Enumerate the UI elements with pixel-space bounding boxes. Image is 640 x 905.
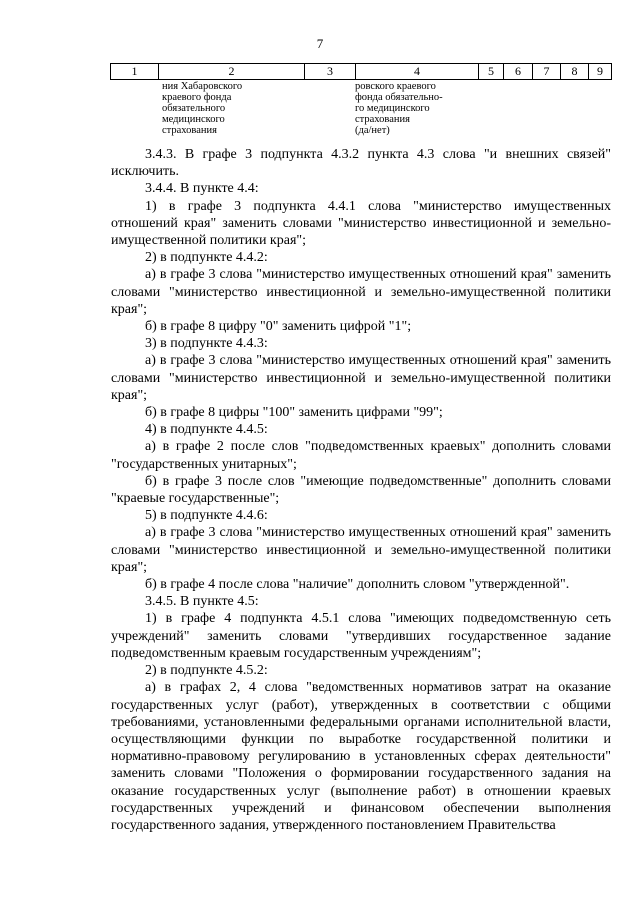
col-header-4: 4 — [356, 64, 479, 80]
cell-line: краевого фонда — [162, 92, 232, 103]
cell-line: фонда обязательно- — [355, 92, 443, 103]
paragraph: б) в графе 8 цифры "100" заменить цифрами "99"; — [145, 405, 443, 421]
page-number: 7 — [316, 36, 324, 51]
cell-line: ния Хабаровского — [162, 81, 243, 92]
paragraph: 3) в подпункте 4.4.3: — [145, 336, 268, 352]
paragraph: 3.4.4. В пункте 4.4: — [145, 181, 259, 197]
paragraph: 2) в подпункте 4.5.2: — [145, 663, 268, 679]
cell-line: обязательного — [162, 103, 226, 114]
paragraph: 1) в графе 4 подпункта 4.5.1 слова "имеющих подведомственную сеть учреждений" заменить словами "утвердивших государственное задание подведомственным краевым государственным учреждениям"; — [111, 611, 611, 661]
document-body — [111, 146, 611, 834]
paragraph: 3.4.3. В графе 3 подпункта 4.3.2 пункта 4.3 слова "и внешних связей" исключить. — [111, 147, 611, 180]
col-header-1: 1 — [111, 64, 159, 80]
paragraph: 5) в подпункте 4.4.6: — [145, 508, 268, 524]
paragraph: а) в графе 3 слова "министерство имущественных отношений края" заменить словами "министерство инвестиционной и земельно-имущественной политики края"; — [111, 267, 611, 317]
cell-line: ровского краевого — [355, 81, 436, 92]
paragraph: б) в графе 8 цифру "0" заменить цифрой "1"; — [145, 319, 412, 335]
table-cell-col4-continued — [355, 81, 443, 136]
paragraph: а) в графе 3 слова "министерство имущественных отношений края" заменить словами "министерство инвестиционной и земельно-имущественной политики края"; — [111, 525, 611, 575]
cell-line: го медицинского — [355, 103, 430, 114]
paragraph: а) в графах 2, 4 слова "ведомственных нормативов затрат на оказание государственных услуг (работ), утвержденных в соответствии с общими требованиями, установленными федеральными органами исполнительной власти, осуществляющими функции по выработке государственной политики и нормативно-правовому регулированию в установленных сферах деятельности" заменить словами "Положения о формировании государственного задания на оказание государственных услуг (выполнение работ) в отношении краевых государственных учреждений и финансовом обеспечении выполнения государственного задания, утвержденного постановлением Правительства — [111, 680, 611, 833]
cell-line: (да/нет) — [355, 125, 390, 136]
col-header-9: 9 — [589, 64, 612, 80]
paragraph: б) в графе 3 после слов "имеющие подведомственные" дополнить словами "краевые государственные"; — [111, 473, 611, 507]
paragraph: 2) в подпункте 4.4.2: — [145, 250, 268, 266]
table-header — [110, 63, 612, 80]
paragraph: б) в графе 4 после слова "наличие" дополнить словом "утвержденной". — [145, 577, 570, 593]
cell-line: медицинского — [162, 114, 225, 125]
paragraph: а) в графе 3 слова "министерство имущественных отношений края" заменить словами "министерство инвестиционной и земельно-имущественной политики края"; — [111, 353, 611, 403]
col-header-5: 5 — [479, 64, 504, 80]
col-header-7: 7 — [533, 64, 561, 80]
paragraph: а) в графе 2 после слов "подведомственных краевых" дополнить словами "государственных унитарных"; — [111, 439, 611, 472]
table-cell-col2-continued — [162, 81, 242, 136]
col-header-2: 2 — [159, 64, 305, 80]
col-header-6: 6 — [504, 64, 533, 80]
cell-line: страхования — [355, 114, 410, 125]
paragraph: 4) в подпункте 4.4.5: — [145, 422, 268, 438]
paragraph: 1) в графе 3 подпункта 4.4.1 слова "министерство имущественных отношений края" заменить словами "министерство инвестиционной и земельно-имущественной политики края"; — [111, 198, 611, 249]
col-header-3: 3 — [305, 64, 356, 80]
cell-line: страхования — [162, 125, 217, 136]
col-header-8: 8 — [561, 64, 589, 80]
paragraph: 3.4.5. В пункте 4.5: — [145, 594, 259, 610]
